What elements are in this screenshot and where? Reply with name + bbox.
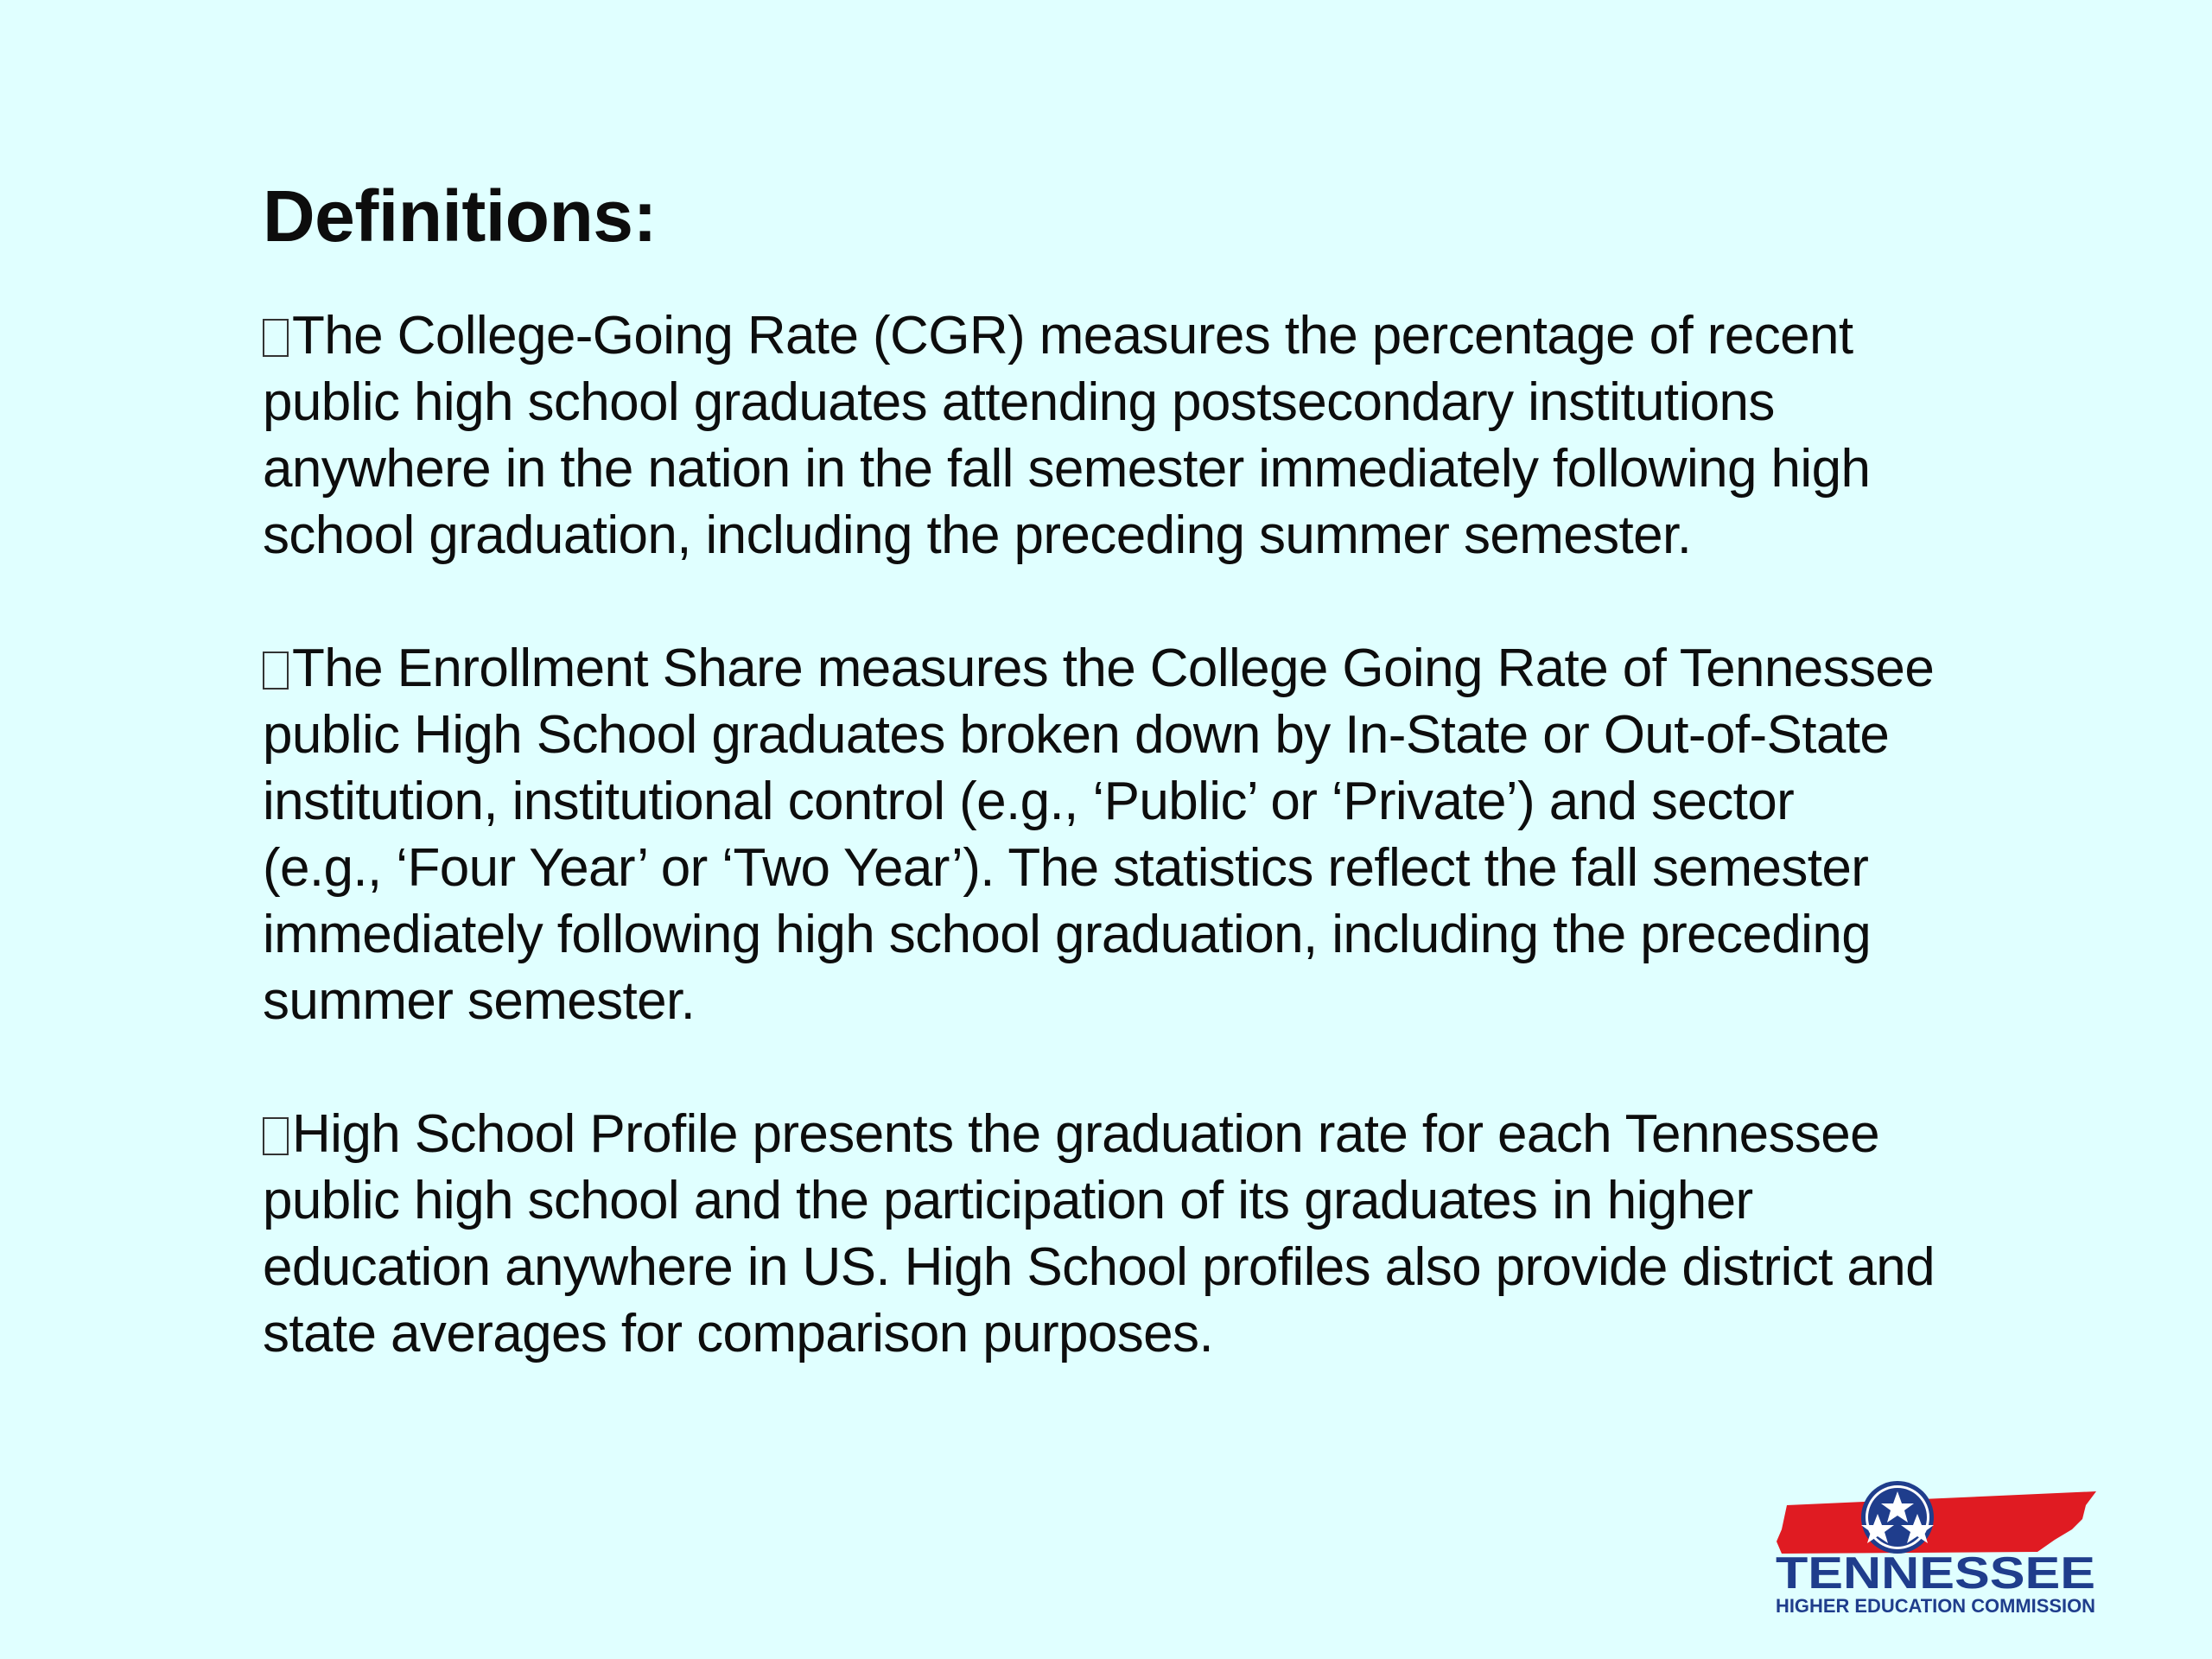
tennessee-higher-education-commission-logo: [1770, 1479, 2101, 1622]
definition-line: school graduation, including the preceding summer semester.: [263, 505, 1692, 565]
definition-line: institution, institutional control (e.g., ‘Public’ or ‘Private’) and sector: [263, 772, 1795, 831]
slide-title: Definitions:: [263, 175, 657, 257]
definition-line: state averages for comparison purposes.: [263, 1304, 1214, 1363]
definition-line: public high school graduates attending postsecondary institutions: [263, 372, 1775, 432]
definition-line: anywhere in the nation in the fall semester immediately following high: [263, 439, 1871, 499]
bullet-icon: [263, 652, 289, 690]
definition-text: The College-Going Rate (CGR) measures the percentage of recent: [292, 306, 1853, 365]
definition-line: summer semester.: [263, 971, 696, 1031]
definition-line: public High School graduates broken down by In-State or Out-of-State: [263, 705, 1890, 765]
tennessee-state-shape: [1777, 1491, 2096, 1554]
tri-star-emblem: [1861, 1481, 1934, 1554]
definition-line: education anywhere in US. High School profiles also provide district and: [263, 1237, 1935, 1297]
definition-line: [263, 302, 2086, 369]
definition-high-school-profile: [263, 1101, 2086, 1367]
definition-line: [263, 1101, 2086, 1167]
logo-name: TENNESSEE: [1776, 1548, 2095, 1599]
definition-enrollment-share: [263, 635, 2086, 1034]
definition-text: The Enrollment Share measures the College Going Rate of Tennessee: [292, 639, 1935, 698]
definitions-list: [263, 302, 2086, 1433]
definition-line: immediately following high school graduation, including the preceding: [263, 905, 1872, 964]
bullet-icon: [263, 1117, 289, 1155]
bullet-icon: [263, 319, 289, 357]
definition-text: High School Profile presents the graduation rate for each Tennessee: [292, 1104, 1880, 1164]
definition-line: (e.g., ‘Four Year’ or ‘Two Year’). The statistics reflect the fall semester: [263, 838, 1869, 898]
definition-line: [263, 635, 2086, 702]
definition-cgr: [263, 302, 2086, 569]
logo-subtitle: HIGHER EDUCATION COMMISSION: [1776, 1595, 2095, 1617]
definition-line: public high school and the participation of its graduates in higher: [263, 1171, 1753, 1230]
